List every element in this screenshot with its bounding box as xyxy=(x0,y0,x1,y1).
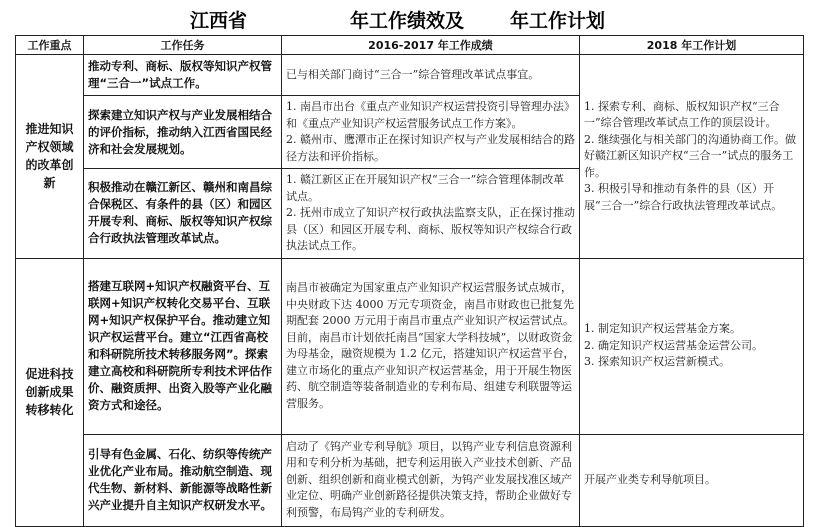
results-cell xyxy=(282,169,580,259)
results-cell xyxy=(282,434,580,526)
plan-line: 开展产业类专利导航项目。 xyxy=(584,472,716,486)
results-line: 已与相关部门商讨“三合一”综合管理改革试点事宜。 xyxy=(286,67,540,81)
table-row xyxy=(16,434,804,526)
header-key: 工作重点 xyxy=(16,36,84,55)
task-cell: 探索建立知识产权与产业发展相结合的评价指标，推动纳入江西省国民经济和社会发展规划。 xyxy=(84,96,282,169)
table-row xyxy=(16,258,804,434)
results-line: 1. 赣江新区正在开展知识产权“三合一”综合管理体制改革试点。 xyxy=(286,173,565,203)
plan-cell xyxy=(580,434,804,526)
plan-cell xyxy=(580,258,804,434)
section-key-cell: 推进知识产权领域的改革创新 xyxy=(16,55,84,259)
task-cell: 引导有色金属、石化、纺织等传统产业优化产业布局。推动航空制造、现代生物、新材料、新能源等战略性新兴产业提升自主知识产权研发水平。 xyxy=(84,434,282,526)
document-title xyxy=(0,6,818,32)
task-cell: 积极推动在赣江新区、赣州和南昌综合保税区、有条件的县（区）和园区开展专利、商标、版权等知识产权综合行政执法管理改革试点。 xyxy=(84,169,282,259)
task-cell: 搭建互联网+知识产权融资平台、互联网+知识产权转化交易平台、互联网+知识产权保护平台。推动建立知识产权运营平台。建立“江西省高校和科研院所技术转移服务网”。探索建立高校和科研院所专利技术评估作价、融资质押、出资入股等产业化融资方式和途径。 xyxy=(84,258,282,434)
title-part-2: 年工作绩效及 xyxy=(350,10,465,32)
results-cell xyxy=(282,55,580,96)
plan-line: 2. 确定知识产权运营基金运营公司。 xyxy=(584,338,763,352)
results-line: 1. 南昌市出台《重点产业知识产权运营投资引导管理办法》和《重点产业知识产权运营服务试点工作方案》。 xyxy=(286,100,575,130)
results-line: 2. 赣州市、鹰潭市正在探讨知识产权与产业发展相结合的路径方法和评价指标。 xyxy=(286,133,575,163)
results-line: 启动了《钨产业专利导航》项目，以钨产业专利信息资源利用和专利分析为基础，把专利运用嵌入产业技术创新、产品创新、组织创新和商业模式创新，为钨产业发展找准区域产业定位、明确产业创新路径提供决策支持，帮助企业做好专利预警，布局钨产业的专利研发。 xyxy=(286,439,572,519)
header-task: 工作任务 xyxy=(84,36,282,55)
results-line: 2. 抚州市成立了知识产权行政执法监察支队，正在探讨推动县（区）和园区开展专利、商标、版权等知识产权综合行政执法试点工作。 xyxy=(286,206,575,252)
work-plan-table xyxy=(15,35,804,527)
title-part-1: 江西省 xyxy=(190,10,248,32)
header-results: 2016-2017 年工作成绩 xyxy=(282,36,580,55)
plan-line: 3. 探索知识产权运营新模式。 xyxy=(584,355,730,369)
section-key-cell: 促进科技创新成果转移转化 xyxy=(16,258,84,526)
plan-line: 1. 探索专利、商标、版权知识产权“三合一”综合管理改革试点工作的顶层设计。 xyxy=(584,99,780,129)
results-cell xyxy=(282,258,580,434)
plan-line: 3. 积极引导和推动有条件的县（区）开展“三合一”综合行政执法管理改革试点。 xyxy=(584,182,783,212)
plan-cell xyxy=(580,55,804,259)
results-cell xyxy=(282,96,580,169)
header-plan: 2018 年工作计划 xyxy=(580,36,804,55)
results-line: 南昌市被确定为国家重点产业知识产权运营服务试点城市，中央财政下达 4000 万元专项资金，南昌市财政也已批复先期配套 2000 万元用于南昌市重点产业知识产权运营试点。目前，南昌市计划依托南昌“国家大学科技城”，以财政资金为母基金，融资规模为 1.2 亿元，搭建知识产权运营平台，建立市场化的重点产业知识产权运营基金，用于开展生物医药、航空制造等装备制造业的专利布局、组建专利联盟等运营服务。 xyxy=(286,281,575,410)
title-part-3: 年工作计划 xyxy=(510,10,606,32)
plan-line: 1. 制定知识产权运营基金方案。 xyxy=(584,322,741,336)
plan-line: 2. 继续强化与相关部门的沟通协商工作。做好赣江新区知识产权“三合一”试点的服务工作。 xyxy=(584,132,796,179)
table-row xyxy=(16,55,804,96)
table-header-row xyxy=(16,36,804,55)
task-cell: 推动专利、商标、版权等知识产权管理“三合一”试点工作。 xyxy=(84,55,282,96)
